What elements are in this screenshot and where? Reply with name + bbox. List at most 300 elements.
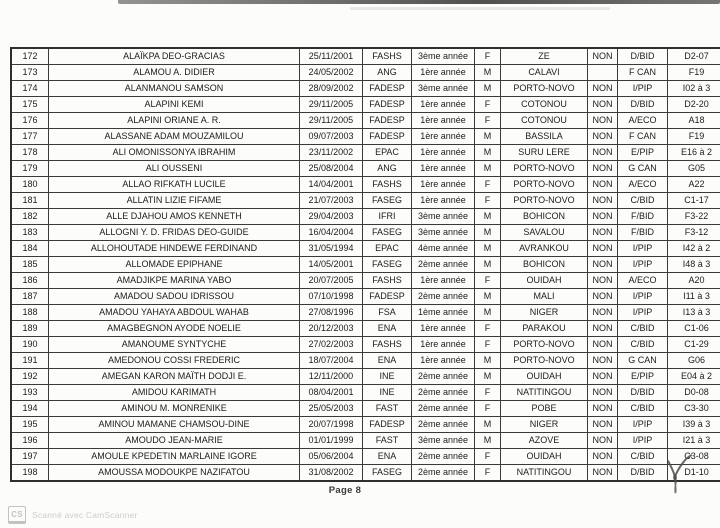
cell-gender: F (475, 113, 501, 129)
cell-seat-number: E04 à 2 (668, 369, 720, 385)
table-row (11, 209, 720, 225)
cell-room-code: I/PIP (618, 241, 668, 257)
cell-birth-date: 08/04/2001 (300, 385, 363, 401)
cell-birth-place: BASSILA (501, 129, 588, 145)
cell-room-code: C/BID (618, 321, 668, 337)
cell-student-name: ALLE DJAHOU AMOS KENNETH (49, 209, 300, 225)
cell-birth-place: CALAVI (501, 65, 588, 81)
table-row (11, 385, 720, 401)
cell-room-code: C/BID (618, 337, 668, 353)
table-row (11, 48, 720, 65)
cell-student-name: AMINOU MAMANE CHAMSOU-DINE (49, 417, 300, 433)
cell-room-code: D/BID (618, 465, 668, 482)
cell-row-number: 174 (11, 81, 49, 97)
scan-smudge (350, 7, 610, 10)
cell-student-name: ALANMANOU SAMSON (49, 81, 300, 97)
cell-handicap: NON (588, 369, 618, 385)
cell-seat-number: C1-29 (668, 337, 720, 353)
cell-birth-date: 20/07/2005 (300, 273, 363, 289)
cell-seat-number: F19 (668, 65, 720, 81)
cell-room-code: E/PIP (618, 145, 668, 161)
cell-row-number: 184 (11, 241, 49, 257)
cell-room-code: F/BID (618, 225, 668, 241)
cell-handicap: NON (588, 305, 618, 321)
cell-birth-date: 18/07/2004 (300, 353, 363, 369)
cell-row-number: 178 (11, 145, 49, 161)
cell-study-year: 1ère année (412, 97, 475, 113)
cell-faculty: ANG (363, 65, 412, 81)
cell-row-number: 181 (11, 193, 49, 209)
cell-study-year: 2ème année (412, 465, 475, 482)
cell-room-code: D/BID (618, 385, 668, 401)
cell-birth-place: AVRANKOU (501, 241, 588, 257)
cell-birth-place: PORTO-NOVO (501, 161, 588, 177)
cell-study-year: 1ère année (412, 65, 475, 81)
cell-student-name: AMIDOU KARIMATH (49, 385, 300, 401)
cell-birth-place: BOHICON (501, 257, 588, 273)
cell-handicap: NON (588, 193, 618, 209)
cell-row-number: 180 (11, 177, 49, 193)
cell-student-name: AMINOU M. MONRENIKE (49, 401, 300, 417)
cell-row-number: 186 (11, 273, 49, 289)
cell-birth-place: POBE (501, 401, 588, 417)
cell-study-year: 1ère année (412, 145, 475, 161)
cell-gender: M (475, 81, 501, 97)
cell-handicap: NON (588, 449, 618, 465)
table-row (11, 81, 720, 97)
cell-handicap: NON (588, 97, 618, 113)
cell-birth-place: SURU LERE (501, 145, 588, 161)
cell-seat-number: I21 à 3 (668, 433, 720, 449)
cell-seat-number: D1-10 (668, 465, 720, 482)
cell-handicap: NON (588, 289, 618, 305)
cell-handicap: NON (588, 81, 618, 97)
cell-row-number: 173 (11, 65, 49, 81)
cell-gender: F (475, 273, 501, 289)
cell-row-number: 176 (11, 113, 49, 129)
cell-room-code: E/PIP (618, 369, 668, 385)
cell-birth-date: 23/11/2002 (300, 145, 363, 161)
cell-gender: F (475, 97, 501, 113)
cell-study-year: 3ème année (412, 209, 475, 225)
cell-seat-number: I39 à 3 (668, 417, 720, 433)
cell-study-year: 1ère année (412, 161, 475, 177)
table-row (11, 241, 720, 257)
cell-room-code: C/BID (618, 449, 668, 465)
cell-seat-number: E16 à 2 (668, 145, 720, 161)
cell-birth-date: 28/09/2002 (300, 81, 363, 97)
cell-birth-date: 25/08/2004 (300, 161, 363, 177)
cell-faculty: FADESP (363, 113, 412, 129)
table-row (11, 257, 720, 273)
cell-study-year: 1ère année (412, 321, 475, 337)
cell-row-number: 197 (11, 449, 49, 465)
student-roster-table (10, 47, 720, 482)
cell-faculty: FAST (363, 433, 412, 449)
cell-handicap: NON (588, 273, 618, 289)
cell-birth-date: 31/05/1994 (300, 241, 363, 257)
cell-faculty: FADESP (363, 129, 412, 145)
cell-room-code: G CAN (618, 161, 668, 177)
cell-study-year: 2ème année (412, 289, 475, 305)
cell-room-code: F/BID (618, 209, 668, 225)
table-row (11, 273, 720, 289)
cell-birth-date: 14/05/2001 (300, 257, 363, 273)
cell-room-code: I/PIP (618, 433, 668, 449)
cell-birth-place: PORTO-NOVO (501, 353, 588, 369)
cell-seat-number: I13 à 3 (668, 305, 720, 321)
cell-seat-number: C3-08 (668, 449, 720, 465)
cell-student-name: ALAPINI ORIANE A. R. (49, 113, 300, 129)
cell-row-number: 198 (11, 465, 49, 482)
cell-student-name: AMEDONOU COSSI FREDERIC (49, 353, 300, 369)
cell-birth-place: PORTO-NOVO (501, 81, 588, 97)
cell-student-name: ALAMOU A. DIDIER (49, 65, 300, 81)
cell-faculty: IFRI (363, 209, 412, 225)
cell-study-year: 1ère année (412, 353, 475, 369)
cell-handicap: NON (588, 337, 618, 353)
cell-faculty: FASHS (363, 337, 412, 353)
cell-gender: M (475, 129, 501, 145)
cell-gender: M (475, 433, 501, 449)
cell-row-number: 195 (11, 417, 49, 433)
cell-handicap: NON (588, 161, 618, 177)
cell-row-number: 172 (11, 48, 49, 65)
cell-faculty: ENA (363, 321, 412, 337)
cell-study-year: 1ème année (412, 305, 475, 321)
cell-birth-place: NIGER (501, 417, 588, 433)
cell-study-year: 1ère année (412, 193, 475, 209)
cell-room-code: G CAN (618, 353, 668, 369)
cell-student-name: AMEGAN KARON MAÏTH DODJI E. (49, 369, 300, 385)
cell-gender: M (475, 65, 501, 81)
cell-birth-place: COTONOU (501, 113, 588, 129)
cell-gender: F (475, 177, 501, 193)
cell-seat-number: D2-20 (668, 97, 720, 113)
cell-faculty: FASEG (363, 257, 412, 273)
cell-student-name: ALLOHOUTADE HINDEWE FERDINAND (49, 241, 300, 257)
cell-seat-number: I48 à 3 (668, 257, 720, 273)
cell-room-code: D/BID (618, 97, 668, 113)
cell-handicap: NON (588, 417, 618, 433)
cell-gender: M (475, 145, 501, 161)
cell-handicap (588, 65, 618, 81)
cell-study-year: 4ème année (412, 241, 475, 257)
table-row (11, 177, 720, 193)
cell-student-name: ALAÏKPA DEO-GRACIAS (49, 48, 300, 65)
cell-row-number: 185 (11, 257, 49, 273)
cell-row-number: 190 (11, 337, 49, 353)
cell-faculty: FSA (363, 305, 412, 321)
cell-room-code: C/BID (618, 401, 668, 417)
cell-study-year: 2ème année (412, 449, 475, 465)
table-row (11, 305, 720, 321)
cell-birth-date: 20/12/2003 (300, 321, 363, 337)
cell-birth-place: PORTO-NOVO (501, 193, 588, 209)
cell-birth-place: MALI (501, 289, 588, 305)
cell-row-number: 189 (11, 321, 49, 337)
cell-study-year: 3ème année (412, 81, 475, 97)
cell-faculty: EPAC (363, 145, 412, 161)
cell-birth-date: 31/08/2002 (300, 465, 363, 482)
cell-gender: F (475, 321, 501, 337)
cell-room-code: I/PIP (618, 417, 668, 433)
handwritten-checkmark-icon (660, 450, 705, 498)
cell-faculty: EPAC (363, 241, 412, 257)
cell-student-name: ALLAO RIFKATH LUCILE (49, 177, 300, 193)
cell-row-number: 194 (11, 401, 49, 417)
cell-faculty: FASEG (363, 465, 412, 482)
cell-handicap: NON (588, 129, 618, 145)
table-row (11, 353, 720, 369)
cell-birth-date: 14/04/2001 (300, 177, 363, 193)
cell-student-name: ALLOGNI Y. D. FRIDAS DEO-GUIDE (49, 225, 300, 241)
cell-room-code: I/PIP (618, 81, 668, 97)
cell-faculty: FASHS (363, 48, 412, 65)
cell-faculty: FADESP (363, 289, 412, 305)
table-row (11, 369, 720, 385)
cell-faculty: FAST (363, 401, 412, 417)
page-number: Page 8 (328, 485, 362, 496)
cell-gender: F (475, 193, 501, 209)
cell-study-year: 3ème année (412, 48, 475, 65)
cell-birth-place: BOHICON (501, 209, 588, 225)
cell-room-code: F CAN (618, 129, 668, 145)
table-row (11, 129, 720, 145)
table-row (11, 193, 720, 209)
cell-handicap: NON (588, 353, 618, 369)
cell-student-name: AMADOU YAHAYA ABDOUL WAHAB (49, 305, 300, 321)
cell-handicap: NON (588, 257, 618, 273)
cell-student-name: ALI OUSSENI (49, 161, 300, 177)
cell-study-year: 3ème année (412, 433, 475, 449)
cell-gender: M (475, 289, 501, 305)
cell-seat-number: G06 (668, 353, 720, 369)
cell-study-year: 1ère année (412, 113, 475, 129)
cell-study-year: 2ème année (412, 369, 475, 385)
cell-handicap: NON (588, 145, 618, 161)
cell-birth-date: 12/11/2000 (300, 369, 363, 385)
cell-student-name: ALASSANE ADAM MOUZAMILOU (49, 129, 300, 145)
cell-faculty: ANG (363, 161, 412, 177)
cell-study-year: 1ère année (412, 337, 475, 353)
cell-study-year: 1ère année (412, 129, 475, 145)
cell-student-name: AMAGBEGNON AYODE NOELIE (49, 321, 300, 337)
cell-study-year: 3ème année (412, 225, 475, 241)
cell-row-number: 196 (11, 433, 49, 449)
cell-student-name: ALI OMONISSONYA IBRAHIM (49, 145, 300, 161)
cell-room-code: I/PIP (618, 289, 668, 305)
cell-study-year: 1ère année (412, 177, 475, 193)
cell-row-number: 175 (11, 97, 49, 113)
camscanner-watermark (8, 506, 138, 524)
table-row (11, 449, 720, 465)
cell-birth-place: OUIDAH (501, 369, 588, 385)
cell-birth-date: 09/07/2003 (300, 129, 363, 145)
cell-handicap: NON (588, 177, 618, 193)
cell-seat-number: F19 (668, 129, 720, 145)
cell-handicap: NON (588, 385, 618, 401)
cell-handicap: NON (588, 433, 618, 449)
cell-faculty: FASHS (363, 177, 412, 193)
cell-birth-date: 01/01/1999 (300, 433, 363, 449)
cell-birth-date: 29/11/2005 (300, 97, 363, 113)
cell-birth-date: 29/11/2005 (300, 113, 363, 129)
cell-birth-place: SAVALOU (501, 225, 588, 241)
cell-birth-place: PORTO-NOVO (501, 177, 588, 193)
cell-seat-number: C1-17 (668, 193, 720, 209)
cell-birth-place: AZOVE (501, 433, 588, 449)
table-row (11, 417, 720, 433)
table-row (11, 225, 720, 241)
cell-student-name: AMADJIKPE MARINA YABO (49, 273, 300, 289)
cell-seat-number: I11 à 3 (668, 289, 720, 305)
cell-row-number: 177 (11, 129, 49, 145)
cell-room-code: A/ECO (618, 273, 668, 289)
cell-seat-number: D0-08 (668, 385, 720, 401)
cell-birth-date: 07/10/1998 (300, 289, 363, 305)
cell-birth-date: 27/08/1996 (300, 305, 363, 321)
cell-faculty: FASHS (363, 273, 412, 289)
cell-row-number: 193 (11, 385, 49, 401)
cell-birth-date: 25/05/2003 (300, 401, 363, 417)
scan-edge-shadow (118, 0, 720, 4)
cell-birth-place: PARAKOU (501, 321, 588, 337)
cell-seat-number: F3-12 (668, 225, 720, 241)
table-row (11, 161, 720, 177)
cell-room-code: A/ECO (618, 113, 668, 129)
table-row (11, 337, 720, 353)
cell-study-year: 2ème année (412, 417, 475, 433)
cell-room-code: I/PIP (618, 305, 668, 321)
cell-study-year: 2ème année (412, 401, 475, 417)
cell-room-code: F CAN (618, 65, 668, 81)
cell-handicap: NON (588, 225, 618, 241)
table-row (11, 465, 720, 482)
cell-handicap: NON (588, 401, 618, 417)
cell-birth-date: 29/04/2003 (300, 209, 363, 225)
cell-student-name: ALAPINI KEMI (49, 97, 300, 113)
cell-gender: M (475, 369, 501, 385)
cell-student-name: ALLOMADE EPIPHANE (49, 257, 300, 273)
cell-birth-place: OUIDAH (501, 449, 588, 465)
table-row (11, 97, 720, 113)
cell-row-number: 183 (11, 225, 49, 241)
cell-study-year: 2ème année (412, 385, 475, 401)
cell-faculty: FASEG (363, 193, 412, 209)
cell-gender: M (475, 241, 501, 257)
cell-birth-place: COTONOU (501, 97, 588, 113)
cell-birth-date: 05/06/2004 (300, 449, 363, 465)
cell-handicap: NON (588, 209, 618, 225)
cell-birth-date: 16/04/2004 (300, 225, 363, 241)
cell-seat-number: A18 (668, 113, 720, 129)
cell-birth-date: 21/07/2003 (300, 193, 363, 209)
cell-room-code: C/BID (618, 193, 668, 209)
cell-gender: M (475, 209, 501, 225)
cell-row-number: 182 (11, 209, 49, 225)
cell-faculty: ENA (363, 353, 412, 369)
cell-room-code: D/BID (618, 48, 668, 65)
cell-gender: F (475, 449, 501, 465)
cell-student-name: AMANOUME SYNTYCHE (49, 337, 300, 353)
cell-study-year: 2ème année (412, 257, 475, 273)
cell-student-name: AMADOU SADOU IDRISSOU (49, 289, 300, 305)
cell-handicap: NON (588, 48, 618, 65)
cell-seat-number: D2-07 (668, 48, 720, 65)
table-row (11, 113, 720, 129)
cell-row-number: 188 (11, 305, 49, 321)
cell-birth-place: OUIDAH (501, 273, 588, 289)
camscanner-logo-icon: CS (8, 506, 26, 524)
table-row (11, 401, 720, 417)
table-row (11, 321, 720, 337)
cell-handicap: NON (588, 465, 618, 482)
cell-student-name: ALLATIN LIZIE FIFAME (49, 193, 300, 209)
cell-faculty: ENA (363, 449, 412, 465)
cell-gender: M (475, 417, 501, 433)
cell-seat-number: F3-22 (668, 209, 720, 225)
cell-faculty: FADESP (363, 81, 412, 97)
cell-room-code: A/ECO (618, 177, 668, 193)
cell-handicap: NON (588, 321, 618, 337)
cell-room-code: I/PIP (618, 257, 668, 273)
cell-gender: M (475, 225, 501, 241)
cell-gender: F (475, 48, 501, 65)
cell-handicap: NON (588, 113, 618, 129)
cell-birth-place: NATITINGOU (501, 465, 588, 482)
cell-seat-number: A22 (668, 177, 720, 193)
cell-student-name: AMOULE KPEDETIN MARLAINE IGORE (49, 449, 300, 465)
cell-student-name: AMOUDO JEAN-MARIE (49, 433, 300, 449)
cell-gender: F (475, 401, 501, 417)
cell-birth-date: 20/07/1998 (300, 417, 363, 433)
cell-faculty: INE (363, 369, 412, 385)
table-row (11, 145, 720, 161)
cell-handicap: NON (588, 241, 618, 257)
table-row (11, 289, 720, 305)
cell-birth-date: 24/05/2002 (300, 65, 363, 81)
cell-gender: M (475, 257, 501, 273)
cell-row-number: 187 (11, 289, 49, 305)
cell-row-number: 191 (11, 353, 49, 369)
cell-gender: M (475, 353, 501, 369)
cell-gender: M (475, 305, 501, 321)
cell-faculty: FASEG (363, 225, 412, 241)
cell-faculty: INE (363, 385, 412, 401)
cell-faculty: FADESP (363, 97, 412, 113)
cell-seat-number: I02 à 3 (668, 81, 720, 97)
cell-seat-number: G05 (668, 161, 720, 177)
cell-seat-number: C3-30 (668, 401, 720, 417)
camscanner-watermark-text: Scanné avec CamScanner (32, 510, 138, 520)
cell-gender: F (475, 385, 501, 401)
cell-gender: M (475, 161, 501, 177)
cell-student-name: AMOUSSA MODOUKPE NAZIFATOU (49, 465, 300, 482)
cell-gender: F (475, 465, 501, 482)
table-row (11, 433, 720, 449)
cell-birth-place: ZE (501, 48, 588, 65)
cell-row-number: 179 (11, 161, 49, 177)
cell-birth-place: PORTO-NOVO (501, 337, 588, 353)
cell-study-year: 1ère année (412, 273, 475, 289)
cell-seat-number: C1-06 (668, 321, 720, 337)
cell-birth-date: 27/02/2003 (300, 337, 363, 353)
cell-row-number: 192 (11, 369, 49, 385)
cell-gender: F (475, 337, 501, 353)
cell-faculty: FADESP (363, 417, 412, 433)
cell-birth-place: NIGER (501, 305, 588, 321)
